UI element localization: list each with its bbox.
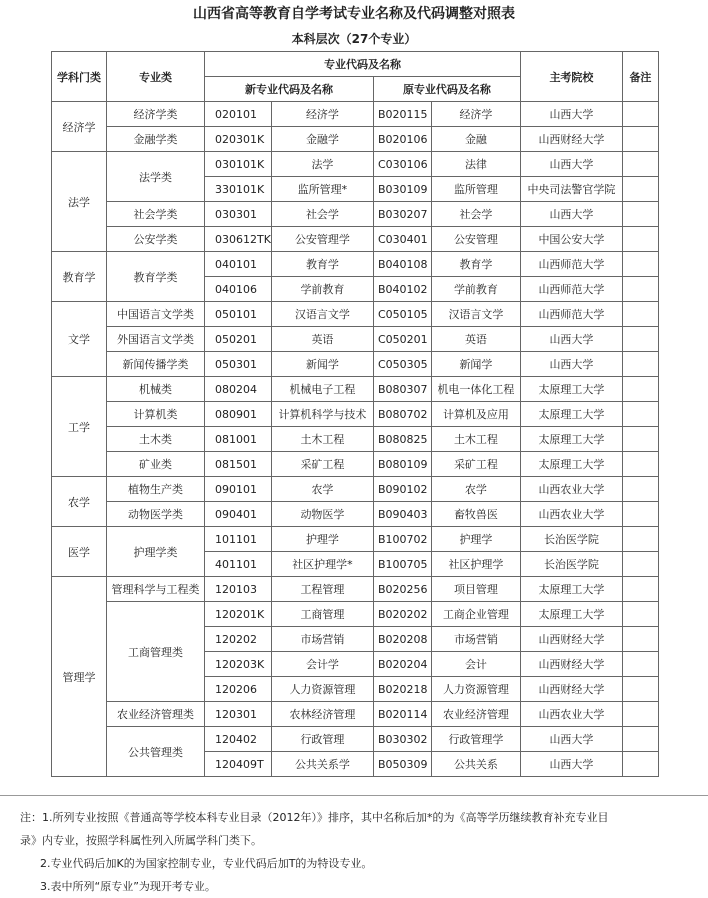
table-row bbox=[52, 352, 659, 377]
new-code-cell: 101101 bbox=[205, 527, 272, 552]
remark-cell bbox=[622, 227, 658, 252]
new-name-cell: 社区护理学* bbox=[271, 552, 373, 577]
new-code-cell: 030301 bbox=[205, 202, 272, 227]
old-code-cell: B030302 bbox=[373, 727, 431, 752]
new-code-cell: 030101K bbox=[205, 152, 272, 177]
school-cell: 太原理工大学 bbox=[520, 402, 622, 427]
school-cell: 山西师范大学 bbox=[520, 252, 622, 277]
header-new: 新专业代码及名称 bbox=[205, 77, 374, 102]
header-old: 原专业代码及名称 bbox=[373, 77, 520, 102]
remark-cell bbox=[622, 527, 658, 552]
header-remark: 备注 bbox=[622, 52, 658, 102]
notes bbox=[20, 806, 698, 898]
remark-cell bbox=[622, 177, 658, 202]
new-code-cell: 120402 bbox=[205, 727, 272, 752]
remark-cell bbox=[622, 302, 658, 327]
new-name-cell: 金融学 bbox=[271, 127, 373, 152]
new-name-cell: 计算机科学与技术 bbox=[271, 402, 373, 427]
school-cell: 中央司法警官学院 bbox=[520, 177, 622, 202]
school-cell: 山西大学 bbox=[520, 327, 622, 352]
table-row bbox=[52, 377, 659, 402]
old-name-cell: 护理学 bbox=[431, 527, 520, 552]
remark-cell bbox=[622, 602, 658, 627]
discipline-cell: 法学 bbox=[52, 152, 107, 252]
old-code-cell: B020202 bbox=[373, 602, 431, 627]
old-code-cell: C050105 bbox=[373, 302, 431, 327]
discipline-cell: 管理学 bbox=[52, 577, 107, 777]
remark-cell bbox=[622, 727, 658, 752]
old-name-cell: 学前教育 bbox=[431, 277, 520, 302]
old-name-cell: 项目管理 bbox=[431, 577, 520, 602]
new-name-cell: 行政管理 bbox=[271, 727, 373, 752]
table-row bbox=[52, 227, 659, 252]
school-cell: 太原理工大学 bbox=[520, 577, 622, 602]
old-code-cell: B020218 bbox=[373, 677, 431, 702]
school-cell: 长治医学院 bbox=[520, 552, 622, 577]
old-code-cell: B080702 bbox=[373, 402, 431, 427]
school-cell: 山西大学 bbox=[520, 727, 622, 752]
old-code-cell: B020115 bbox=[373, 102, 431, 127]
new-code-cell: 081001 bbox=[205, 427, 272, 452]
note-line: 2.专业代码后加K的为国家控制专业，专业代码后加T的为特设专业。 bbox=[40, 857, 373, 870]
table-row bbox=[52, 327, 659, 352]
page-title: 山西省高等教育自学考试专业名称及代码调整对照表 bbox=[193, 6, 515, 22]
old-name-cell: 社区护理学 bbox=[431, 552, 520, 577]
new-name-cell: 学前教育 bbox=[271, 277, 373, 302]
old-code-cell: B020114 bbox=[373, 702, 431, 727]
table-row bbox=[52, 402, 659, 427]
category-cell: 中国语言文学类 bbox=[107, 302, 205, 327]
note-line: 注：1.所列专业按照《普通高等学校本科专业目录（2012年）》排序，其中名称后加*的为《高等学历继续教育补充专业目 bbox=[20, 811, 609, 824]
note-line: 录》内专业，按照学科属性列入所属学科门类下。 bbox=[20, 834, 262, 847]
school-cell: 山西财经大学 bbox=[520, 652, 622, 677]
old-name-cell: 会计 bbox=[431, 652, 520, 677]
category-cell: 新闻传播学类 bbox=[107, 352, 205, 377]
new-name-cell: 英语 bbox=[271, 327, 373, 352]
old-code-cell: B080109 bbox=[373, 452, 431, 477]
remark-cell bbox=[622, 702, 658, 727]
old-code-cell: B020204 bbox=[373, 652, 431, 677]
note-line: 3.表中所列“原专业”为现开考专业。 bbox=[40, 880, 216, 893]
table-row bbox=[52, 477, 659, 502]
table-row bbox=[52, 527, 659, 552]
discipline-cell: 工学 bbox=[52, 377, 107, 477]
category-cell: 矿业类 bbox=[107, 452, 205, 477]
remark-cell bbox=[622, 477, 658, 502]
old-name-cell: 经济学 bbox=[431, 102, 520, 127]
school-cell: 山西财经大学 bbox=[520, 127, 622, 152]
old-code-cell: B030109 bbox=[373, 177, 431, 202]
new-name-cell: 护理学 bbox=[271, 527, 373, 552]
new-code-cell: 080204 bbox=[205, 377, 272, 402]
table-row bbox=[52, 252, 659, 277]
old-name-cell: 农学 bbox=[431, 477, 520, 502]
old-name-cell: 人力资源管理 bbox=[431, 677, 520, 702]
remark-cell bbox=[622, 627, 658, 652]
old-name-cell: 畜牧兽医 bbox=[431, 502, 520, 527]
new-code-cell: 050201 bbox=[205, 327, 272, 352]
old-code-cell: B050309 bbox=[373, 752, 431, 777]
category-cell: 植物生产类 bbox=[107, 477, 205, 502]
school-cell: 太原理工大学 bbox=[520, 427, 622, 452]
new-name-cell: 市场营销 bbox=[271, 627, 373, 652]
category-cell: 公安学类 bbox=[107, 227, 205, 252]
table-row bbox=[52, 302, 659, 327]
school-cell: 山西农业大学 bbox=[520, 502, 622, 527]
school-cell: 山西大学 bbox=[520, 752, 622, 777]
new-name-cell: 新闻学 bbox=[271, 352, 373, 377]
header-category: 专业类 bbox=[107, 52, 205, 102]
new-name-cell: 农学 bbox=[271, 477, 373, 502]
new-name-cell: 会计学 bbox=[271, 652, 373, 677]
school-cell: 长治医学院 bbox=[520, 527, 622, 552]
old-name-cell: 监所管理 bbox=[431, 177, 520, 202]
old-code-cell: B100702 bbox=[373, 527, 431, 552]
new-code-cell: 020301K bbox=[205, 127, 272, 152]
category-cell: 农业经济管理类 bbox=[107, 702, 205, 727]
divider bbox=[0, 795, 708, 796]
remark-cell bbox=[622, 652, 658, 677]
remark-cell bbox=[622, 277, 658, 302]
table-row bbox=[52, 452, 659, 477]
mapping-table bbox=[51, 51, 659, 777]
school-cell: 山西大学 bbox=[520, 352, 622, 377]
old-name-cell: 计算机及应用 bbox=[431, 402, 520, 427]
old-name-cell: 公安管理 bbox=[431, 227, 520, 252]
old-code-cell: C030106 bbox=[373, 152, 431, 177]
table-row bbox=[52, 127, 659, 152]
remark-cell bbox=[622, 577, 658, 602]
new-name-cell: 法学 bbox=[271, 152, 373, 177]
remark-cell bbox=[622, 152, 658, 177]
category-cell: 金融学类 bbox=[107, 127, 205, 152]
school-cell: 山西农业大学 bbox=[520, 702, 622, 727]
table-row bbox=[52, 577, 659, 602]
old-code-cell: C030401 bbox=[373, 227, 431, 252]
school-cell: 山西师范大学 bbox=[520, 302, 622, 327]
category-cell: 经济学类 bbox=[107, 102, 205, 127]
school-cell: 山西大学 bbox=[520, 202, 622, 227]
old-code-cell: B080307 bbox=[373, 377, 431, 402]
category-cell: 动物医学类 bbox=[107, 502, 205, 527]
category-cell: 公共管理类 bbox=[107, 727, 205, 777]
old-code-cell: B080825 bbox=[373, 427, 431, 452]
old-code-cell: B090403 bbox=[373, 502, 431, 527]
new-name-cell: 动物医学 bbox=[271, 502, 373, 527]
new-name-cell: 公共关系学 bbox=[271, 752, 373, 777]
remark-cell bbox=[622, 252, 658, 277]
remark-cell bbox=[622, 202, 658, 227]
old-name-cell: 教育学 bbox=[431, 252, 520, 277]
old-code-cell: C050305 bbox=[373, 352, 431, 377]
new-name-cell: 监所管理* bbox=[271, 177, 373, 202]
category-cell: 工商管理类 bbox=[107, 602, 205, 702]
new-name-cell: 农林经济管理 bbox=[271, 702, 373, 727]
remark-cell bbox=[622, 102, 658, 127]
remark-cell bbox=[622, 677, 658, 702]
old-name-cell: 金融 bbox=[431, 127, 520, 152]
school-cell: 山西财经大学 bbox=[520, 627, 622, 652]
remark-cell bbox=[622, 402, 658, 427]
new-name-cell: 人力资源管理 bbox=[271, 677, 373, 702]
school-cell: 中国公安大学 bbox=[520, 227, 622, 252]
new-code-cell: 040106 bbox=[205, 277, 272, 302]
new-code-cell: 050301 bbox=[205, 352, 272, 377]
table-row bbox=[52, 202, 659, 227]
old-name-cell: 社会学 bbox=[431, 202, 520, 227]
old-name-cell: 采矿工程 bbox=[431, 452, 520, 477]
category-cell: 护理学类 bbox=[107, 527, 205, 577]
new-name-cell: 机械电子工程 bbox=[271, 377, 373, 402]
old-name-cell: 英语 bbox=[431, 327, 520, 352]
new-name-cell: 社会学 bbox=[271, 202, 373, 227]
category-cell: 法学类 bbox=[107, 152, 205, 202]
old-code-cell: B020256 bbox=[373, 577, 431, 602]
old-code-cell: C050201 bbox=[373, 327, 431, 352]
new-name-cell: 工商管理 bbox=[271, 602, 373, 627]
category-cell: 机械类 bbox=[107, 377, 205, 402]
new-code-cell: 090101 bbox=[205, 477, 272, 502]
category-cell: 计算机类 bbox=[107, 402, 205, 427]
remark-cell bbox=[622, 377, 658, 402]
school-cell: 山西大学 bbox=[520, 102, 622, 127]
school-cell: 太原理工大学 bbox=[520, 452, 622, 477]
new-code-cell: 120409T bbox=[205, 752, 272, 777]
school-cell: 太原理工大学 bbox=[520, 377, 622, 402]
old-name-cell: 农业经济管理 bbox=[431, 702, 520, 727]
category-cell: 教育学类 bbox=[107, 252, 205, 302]
new-code-cell: 120203K bbox=[205, 652, 272, 677]
old-code-cell: B040108 bbox=[373, 252, 431, 277]
new-code-cell: 120201K bbox=[205, 602, 272, 627]
school-cell: 太原理工大学 bbox=[520, 602, 622, 627]
old-name-cell: 行政管理学 bbox=[431, 727, 520, 752]
remark-cell bbox=[622, 452, 658, 477]
category-cell: 外国语言文学类 bbox=[107, 327, 205, 352]
remark-cell bbox=[622, 552, 658, 577]
new-name-cell: 教育学 bbox=[271, 252, 373, 277]
old-name-cell: 法律 bbox=[431, 152, 520, 177]
new-code-cell: 090401 bbox=[205, 502, 272, 527]
table-row bbox=[52, 727, 659, 752]
school-cell: 山西大学 bbox=[520, 152, 622, 177]
school-cell: 山西农业大学 bbox=[520, 477, 622, 502]
page-subtitle: 本科层次（27个专业） bbox=[291, 32, 417, 46]
school-cell: 山西师范大学 bbox=[520, 277, 622, 302]
discipline-cell: 文学 bbox=[52, 302, 107, 377]
school-cell: 山西财经大学 bbox=[520, 677, 622, 702]
old-code-cell: B100705 bbox=[373, 552, 431, 577]
table-row bbox=[52, 602, 659, 627]
new-code-cell: 401101 bbox=[205, 552, 272, 577]
old-name-cell: 新闻学 bbox=[431, 352, 520, 377]
category-cell: 土木类 bbox=[107, 427, 205, 452]
new-code-cell: 120206 bbox=[205, 677, 272, 702]
remark-cell bbox=[622, 752, 658, 777]
discipline-cell: 经济学 bbox=[52, 102, 107, 152]
new-code-cell: 120103 bbox=[205, 577, 272, 602]
header-code-group: 专业代码及名称 bbox=[205, 52, 521, 77]
category-cell: 社会学类 bbox=[107, 202, 205, 227]
table-row bbox=[52, 502, 659, 527]
old-code-cell: B090102 bbox=[373, 477, 431, 502]
old-code-cell: B020208 bbox=[373, 627, 431, 652]
old-name-cell: 土木工程 bbox=[431, 427, 520, 452]
new-code-cell: 081501 bbox=[205, 452, 272, 477]
new-code-cell: 120202 bbox=[205, 627, 272, 652]
new-name-cell: 土木工程 bbox=[271, 427, 373, 452]
old-name-cell: 机电一体化工程 bbox=[431, 377, 520, 402]
table-row bbox=[52, 102, 659, 127]
discipline-cell: 医学 bbox=[52, 527, 107, 577]
remark-cell bbox=[622, 427, 658, 452]
header-discipline: 学科门类 bbox=[52, 52, 107, 102]
old-name-cell: 市场营销 bbox=[431, 627, 520, 652]
old-name-cell: 公共关系 bbox=[431, 752, 520, 777]
new-name-cell: 经济学 bbox=[271, 102, 373, 127]
old-code-cell: B020106 bbox=[373, 127, 431, 152]
new-name-cell: 汉语言文学 bbox=[271, 302, 373, 327]
new-name-cell: 公安管理学 bbox=[271, 227, 373, 252]
new-name-cell: 工程管理 bbox=[271, 577, 373, 602]
header-school: 主考院校 bbox=[520, 52, 622, 102]
remark-cell bbox=[622, 352, 658, 377]
table-row bbox=[52, 702, 659, 727]
old-name-cell: 汉语言文学 bbox=[431, 302, 520, 327]
discipline-cell: 农学 bbox=[52, 477, 107, 527]
new-code-cell: 030612TK bbox=[205, 227, 272, 252]
category-cell: 管理科学与工程类 bbox=[107, 577, 205, 602]
new-code-cell: 050101 bbox=[205, 302, 272, 327]
remark-cell bbox=[622, 327, 658, 352]
old-code-cell: B030207 bbox=[373, 202, 431, 227]
new-code-cell: 120301 bbox=[205, 702, 272, 727]
table-row bbox=[52, 427, 659, 452]
remark-cell bbox=[622, 127, 658, 152]
table-row bbox=[52, 152, 659, 177]
old-name-cell: 工商企业管理 bbox=[431, 602, 520, 627]
new-code-cell: 330101K bbox=[205, 177, 272, 202]
new-code-cell: 020101 bbox=[205, 102, 272, 127]
new-name-cell: 采矿工程 bbox=[271, 452, 373, 477]
new-code-cell: 080901 bbox=[205, 402, 272, 427]
discipline-cell: 教育学 bbox=[52, 252, 107, 302]
old-code-cell: B040102 bbox=[373, 277, 431, 302]
new-code-cell: 040101 bbox=[205, 252, 272, 277]
remark-cell bbox=[622, 502, 658, 527]
